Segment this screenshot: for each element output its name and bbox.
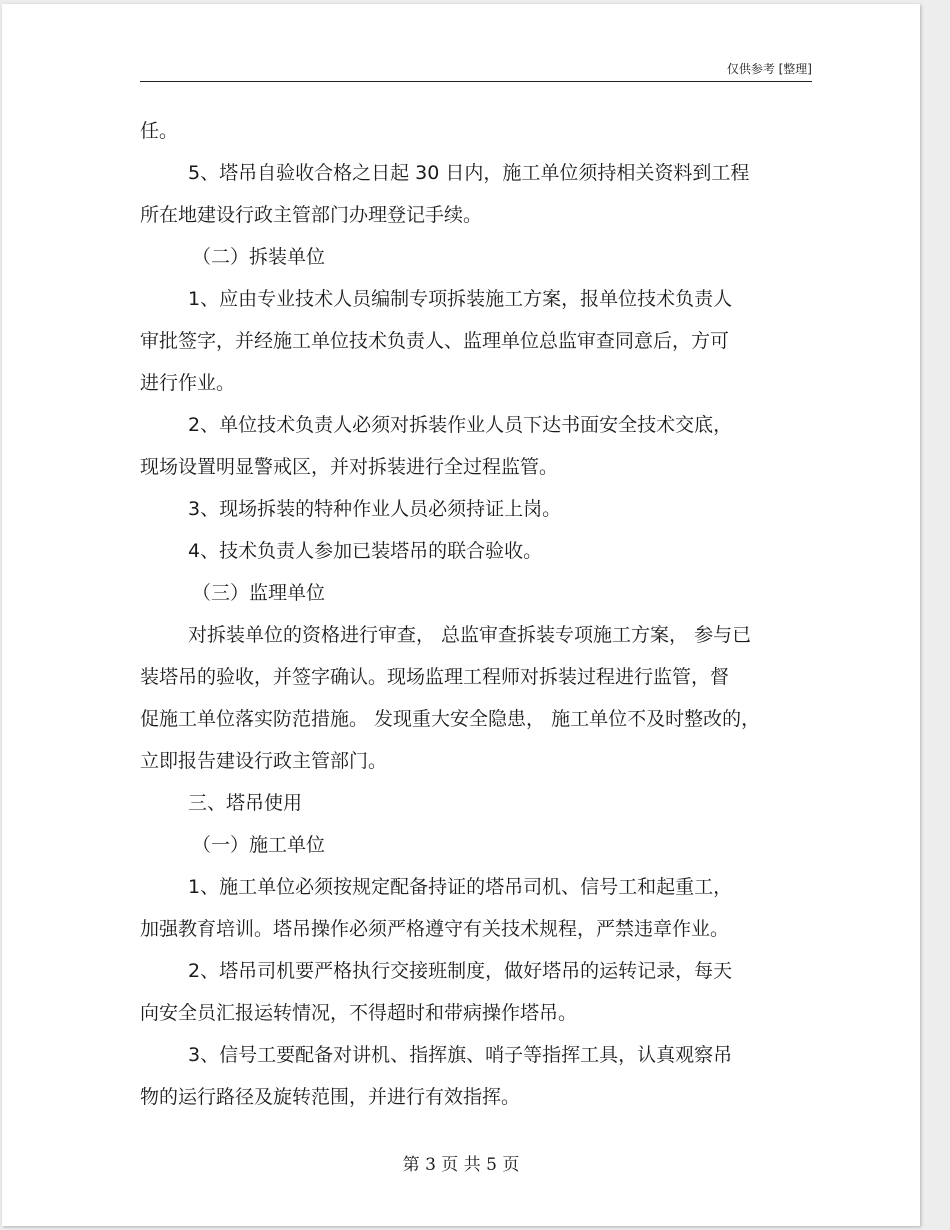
text-line: 5、塔吊自验收合格之日起 30 日内，施工单位须持相关资料到工程 bbox=[188, 162, 750, 184]
text-line: 物的运行路径及旋转范围，并进行有效指挥。 bbox=[140, 1086, 521, 1108]
text-line: 立即报告建设行政主管部门。 bbox=[140, 750, 388, 772]
text-line: 2、塔吊司机要严格执行交接班制度，做好塔吊的运转记录，每天 bbox=[188, 960, 733, 982]
text-line: （三）监理单位 bbox=[192, 582, 326, 604]
text-line: 对拆装单位的资格进行审查， 总监审查拆装专项施工方案， 参与已 bbox=[188, 624, 752, 646]
text-line: 进行作业。 bbox=[140, 372, 236, 394]
text-line: 3、现场拆装的特种作业人员必须持证上岗。 bbox=[188, 498, 562, 520]
text-line: 审批签字，并经施工单位技术负责人、监理单位总监审查同意后，方可 bbox=[140, 330, 730, 352]
document-page bbox=[2, 4, 920, 1226]
text-line: 2、单位技术负责人必须对拆装作业人员下达书面安全技术交底， bbox=[188, 414, 733, 436]
text-line: 三、塔吊使用 bbox=[188, 792, 303, 814]
text-line: 现场设置明显警戒区，并对拆装进行全过程监管。 bbox=[140, 456, 559, 478]
text-line: 向安全员汇报运转情况，不得超时和带病操作塔吊。 bbox=[140, 1002, 578, 1024]
text-line: 4、技术负责人参加已装塔吊的联合验收。 bbox=[188, 540, 543, 562]
text-line: 3、信号工要配备对讲机、指挥旗、哨子等指挥工具，认真观察吊 bbox=[188, 1044, 733, 1066]
text-line: 装塔吊的验收，并签字确认。现场监理工程师对拆装过程进行监管，督 bbox=[140, 666, 730, 688]
text-line: 1、应由专业技术人员编制专项拆装施工方案，报单位技术负责人 bbox=[188, 288, 733, 310]
text-line: （二）拆装单位 bbox=[192, 246, 326, 268]
text-line: 促施工单位落实防范措施。 发现重大安全隐患， 施工单位不及时整改的， bbox=[140, 708, 761, 730]
text-line: 所在地建设行政主管部门办理登记手续。 bbox=[140, 204, 483, 226]
text-line: （一）施工单位 bbox=[192, 834, 326, 856]
page-footer: 第 3 页 共 5 页 bbox=[402, 1155, 520, 1175]
page-header: 仅供参考 [整理] bbox=[140, 60, 812, 82]
text-line: 1、施工单位必须按规定配备持证的塔吊司机、信号工和起重工， bbox=[188, 876, 733, 898]
text-line: 加强教育培训。塔吊操作必须严格遵守有关技术规程，严禁违章作业。 bbox=[140, 918, 730, 940]
text-line: 任。 bbox=[140, 120, 179, 142]
document-body bbox=[140, 110, 812, 1118]
